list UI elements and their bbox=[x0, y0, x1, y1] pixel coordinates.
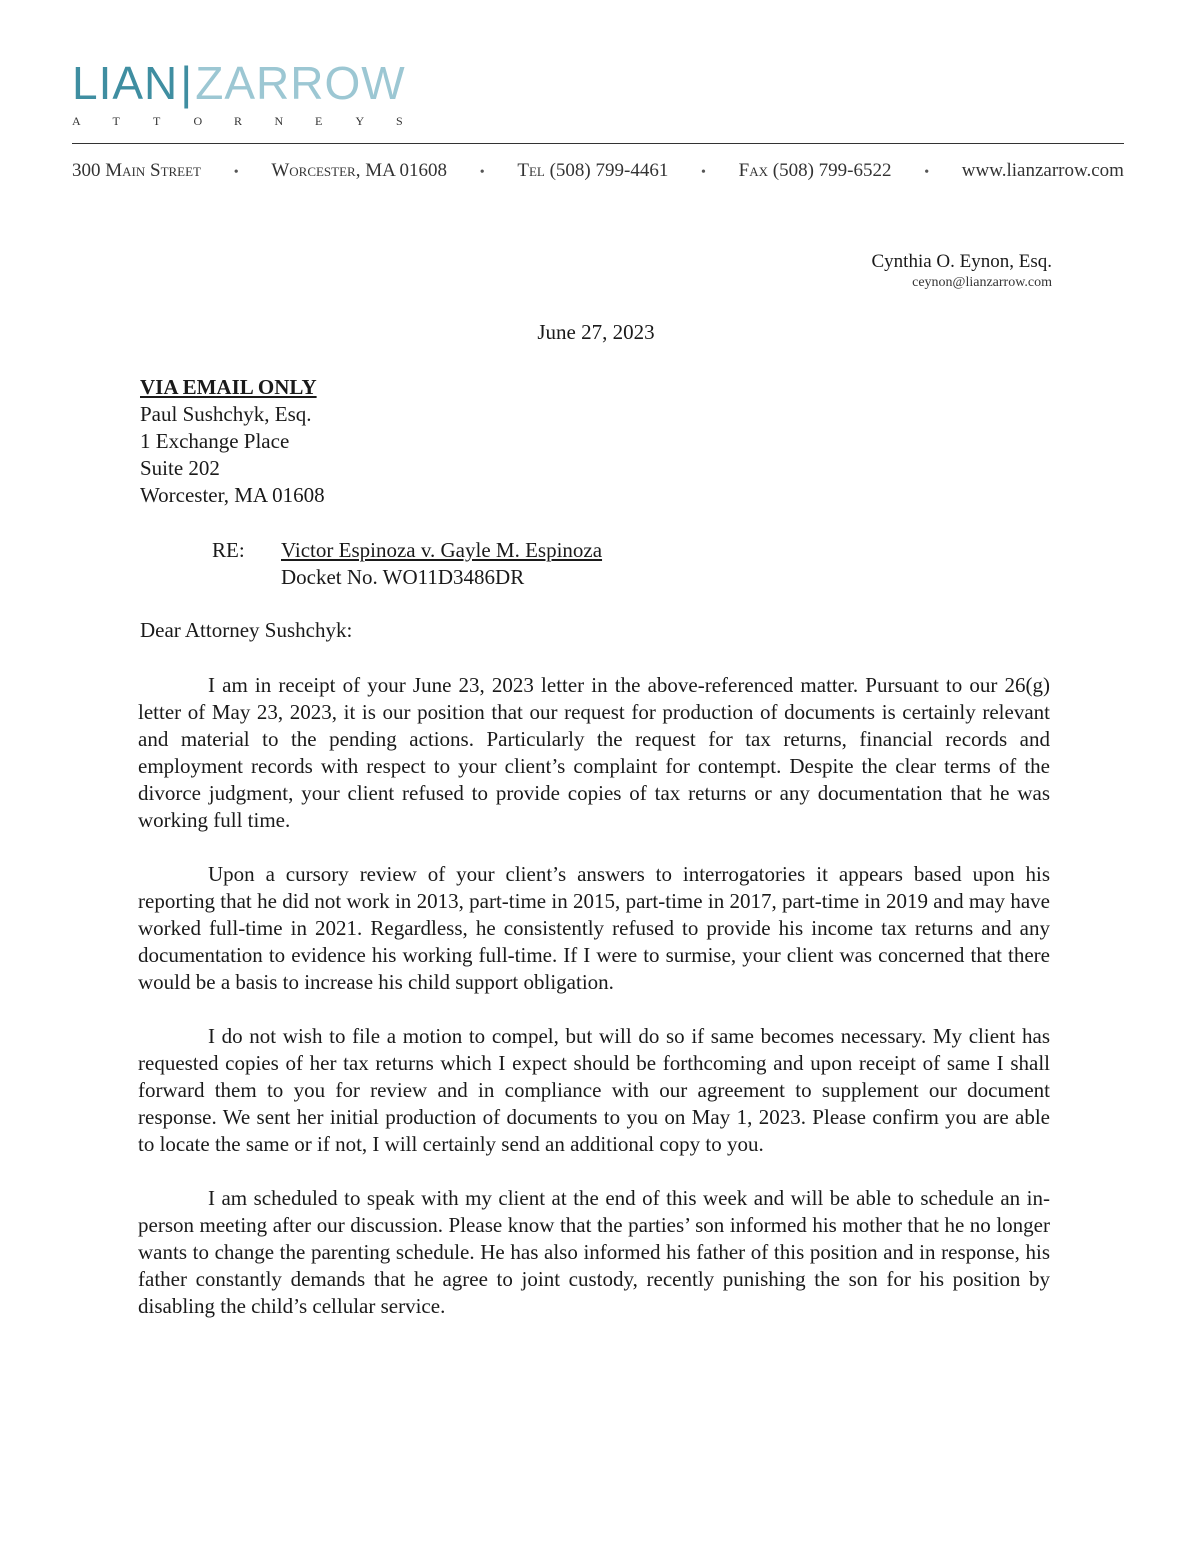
recipient-block bbox=[140, 374, 325, 509]
docket-number: Docket No. WO11D3486DR bbox=[281, 565, 525, 589]
firm-telephone: Tel (508) 799-4461 bbox=[517, 160, 669, 181]
firm-website: www.lianzarrow.com bbox=[961, 160, 1124, 181]
firm-logo bbox=[72, 58, 406, 129]
bullet-separator: • bbox=[924, 165, 930, 180]
body-paragraph: Upon a cursory review of your client’s answers to interrogatories it appears based upon his reporting that he did not work in 2013, part-time in 2015, part-time in 2017, part-time in 2019 and may have worked full-time in 2021. Regardless, he consistently refused to provide his income tax returns and any documentation to evidence his working full-time. If I were to surmise, your client was concerned that there would be a basis to increase his child support obligation. bbox=[138, 862, 1050, 994]
firm-city: Worcester, MA 01608 bbox=[271, 160, 448, 181]
firm-subtitle: A T T O R N E Y S bbox=[72, 114, 403, 128]
letterhead-contact-bar bbox=[72, 160, 1124, 182]
bullet-separator: • bbox=[479, 165, 485, 180]
bullet-separator: • bbox=[233, 165, 239, 180]
recipient-line: 1 Exchange Place bbox=[140, 429, 290, 453]
case-caption: Victor Espinoza v. Gayle M. Espinoza bbox=[281, 538, 603, 562]
re-block bbox=[212, 537, 602, 591]
sender-block bbox=[872, 250, 1053, 292]
bullet-separator: • bbox=[701, 165, 706, 180]
recipient-line: Worcester, MA 01608 bbox=[140, 483, 325, 507]
firm-fax: Fax (508) 799-6522 bbox=[738, 160, 892, 181]
firm-street-address: 300 Main Street bbox=[72, 160, 202, 181]
firm-logo-name: LIAN|ZARROW bbox=[72, 57, 406, 109]
firm-name-second: ZARROW bbox=[195, 57, 406, 109]
recipient-line: Paul Sushchyk, Esq. bbox=[140, 402, 312, 426]
letterhead-divider bbox=[72, 143, 1124, 144]
letter-body bbox=[138, 672, 1050, 1347]
re-label: RE: bbox=[212, 538, 245, 562]
sender-name: Cynthia O. Eynon, Esq. bbox=[871, 251, 1052, 272]
delivery-method: VIA EMAIL ONLY bbox=[140, 375, 317, 399]
firm-name-first: LIAN bbox=[72, 57, 179, 109]
body-paragraph: I do not wish to file a motion to compel, but will do so if same becomes necessary. My client has requested copies of her tax returns which I expect should be forthcoming and upon receipt of same I shall forward them to you for review and in compliance with our agreement to supplement our document response. We sent her initial production of documents to you on May 1, 2023. Please confirm you are able to locate the same or if not, I will certainly send an additional copy to you. bbox=[138, 1024, 1050, 1156]
letter-date: June 27, 2023 bbox=[537, 320, 655, 344]
body-paragraph: I am scheduled to speak with my client at the end of this week and will be able to schedule an in-person meeting after our discussion. Please know that the parties’ son informed his mother that he no longer wants to change the parenting schedule. He has also informed his father of this position and in response, his father constantly demands that he agree to joint custody, recently punishing the son for his position by disabling the child’s cellular service. bbox=[138, 1186, 1050, 1318]
body-paragraph: I am in receipt of your June 23, 2023 letter in the above-referenced matter. Pursuant to our 26(g) letter of May 23, 2023, it is our position that our request for production of documents is certainly relevant and material to the pending actions. Particularly the request for tax returns, financial records and employment records with respect to your client’s complaint for contempt. Despite the clear terms of the divorce judgment, your client refused to provide copies of tax returns or any documentation that he was working full time. bbox=[138, 673, 1050, 832]
recipient-line: Suite 202 bbox=[140, 456, 220, 480]
salutation: Dear Attorney Sushchyk: bbox=[140, 618, 353, 642]
sender-email: ceynon@lianzarrow.com bbox=[912, 275, 1052, 290]
